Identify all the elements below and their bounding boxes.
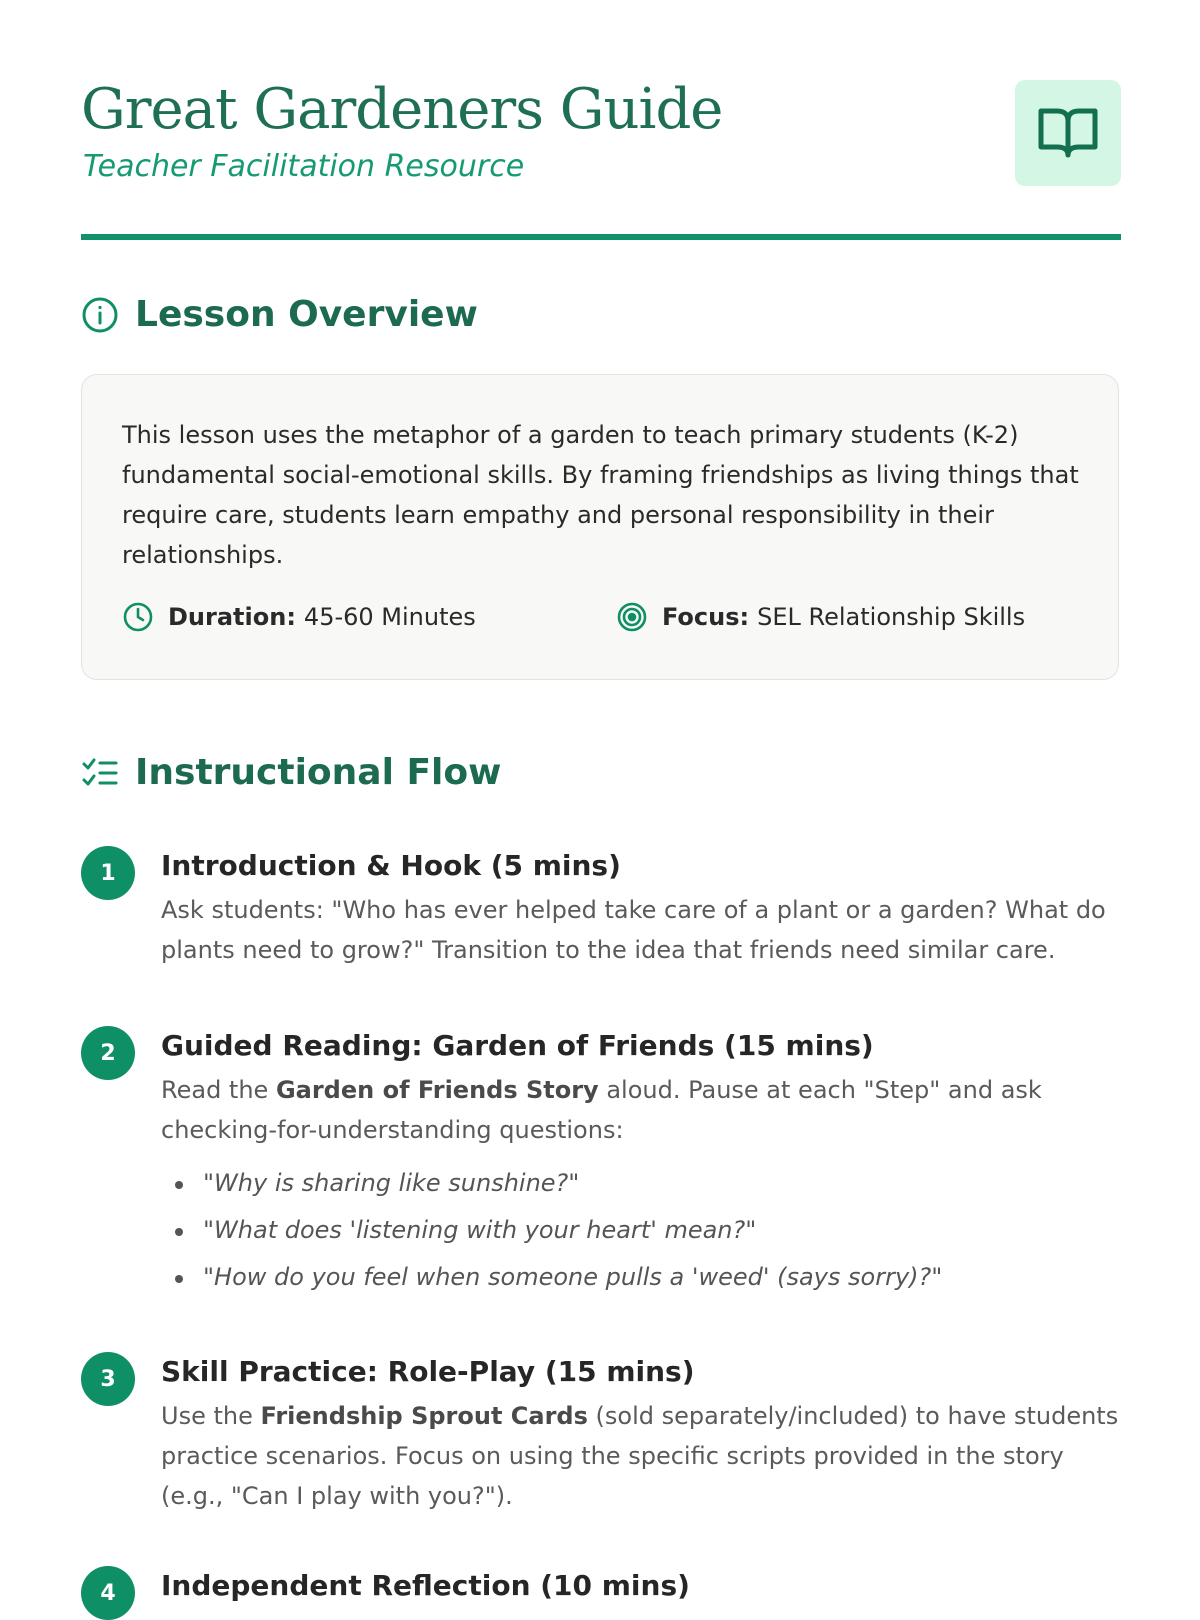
step-number: 2 bbox=[81, 1026, 135, 1080]
page-subtitle: Teacher Facilitation Resource bbox=[83, 149, 525, 184]
info-icon bbox=[81, 296, 119, 334]
step-description: Use the Friendship Sprout Cards (sold separately/included) to have students practice scenarios. Focus on using the specific scripts provided in the story (e.g., "Can I play with you?"). bbox=[161, 1402, 1119, 1510]
duration-label: Duration: bbox=[168, 603, 296, 631]
duration-value: 45-60 Minutes bbox=[303, 603, 476, 631]
step-title: Independent Reflection (10 mins) bbox=[161, 1569, 690, 1602]
step-number: 3 bbox=[81, 1352, 135, 1406]
focus-meta bbox=[616, 601, 1025, 633]
list-item: "Why is sharing like sunshine?" bbox=[161, 1160, 1121, 1207]
overview-card bbox=[81, 374, 1119, 680]
checklist-icon bbox=[81, 754, 119, 792]
list-item: "How do you feel when someone pulls a 'weed' (says sorry)?" bbox=[161, 1254, 1121, 1301]
flow-heading-text: Instructional Flow bbox=[135, 752, 502, 793]
overview-text: This lesson uses the metaphor of a garden to teach primary students (K-2) fundamental social-emotional skills. By framing friendships as living things that require care, students learn empathy and personal responsibility in their relationships. bbox=[122, 421, 1079, 569]
clock-icon bbox=[122, 601, 154, 633]
header-badge bbox=[1015, 80, 1121, 186]
step-number: 1 bbox=[81, 846, 135, 900]
overview-heading-text: Lesson Overview bbox=[135, 294, 478, 335]
step-description: Read the Garden of Friends Story aloud. Pause at each "Step" and ask checking-for-understanding questions: bbox=[161, 1076, 1042, 1144]
focus-label: Focus: bbox=[662, 603, 750, 631]
page-title: Great Gardeners Guide bbox=[81, 77, 723, 142]
flow-heading bbox=[81, 752, 501, 793]
open-book-icon bbox=[1037, 105, 1099, 161]
overview-heading bbox=[81, 294, 478, 335]
step-description: Ask students: "Who has ever helped take care of a plant or a garden? What do plants need to grow?" Transition to the idea that friends need similar care. bbox=[161, 896, 1106, 964]
step-number: 4 bbox=[81, 1566, 135, 1620]
focus-value: SEL Relationship Skills bbox=[757, 603, 1026, 631]
guide-page bbox=[81, 0, 1121, 1606]
list-item: "What does 'listening with your heart' mean?" bbox=[161, 1207, 1121, 1254]
question-list bbox=[161, 1160, 1121, 1301]
step-title: Introduction & Hook (5 mins) bbox=[161, 849, 621, 882]
step-title: Guided Reading: Garden of Friends (15 mins) bbox=[161, 1029, 874, 1062]
cards-name: Friendship Sprout Cards bbox=[260, 1402, 588, 1430]
story-name: Garden of Friends Story bbox=[275, 1076, 599, 1104]
page-header bbox=[81, 0, 1121, 242]
step-title: Skill Practice: Role-Play (15 mins) bbox=[161, 1355, 695, 1388]
duration-meta bbox=[122, 601, 476, 633]
target-icon bbox=[616, 601, 648, 633]
header-divider bbox=[81, 234, 1121, 240]
